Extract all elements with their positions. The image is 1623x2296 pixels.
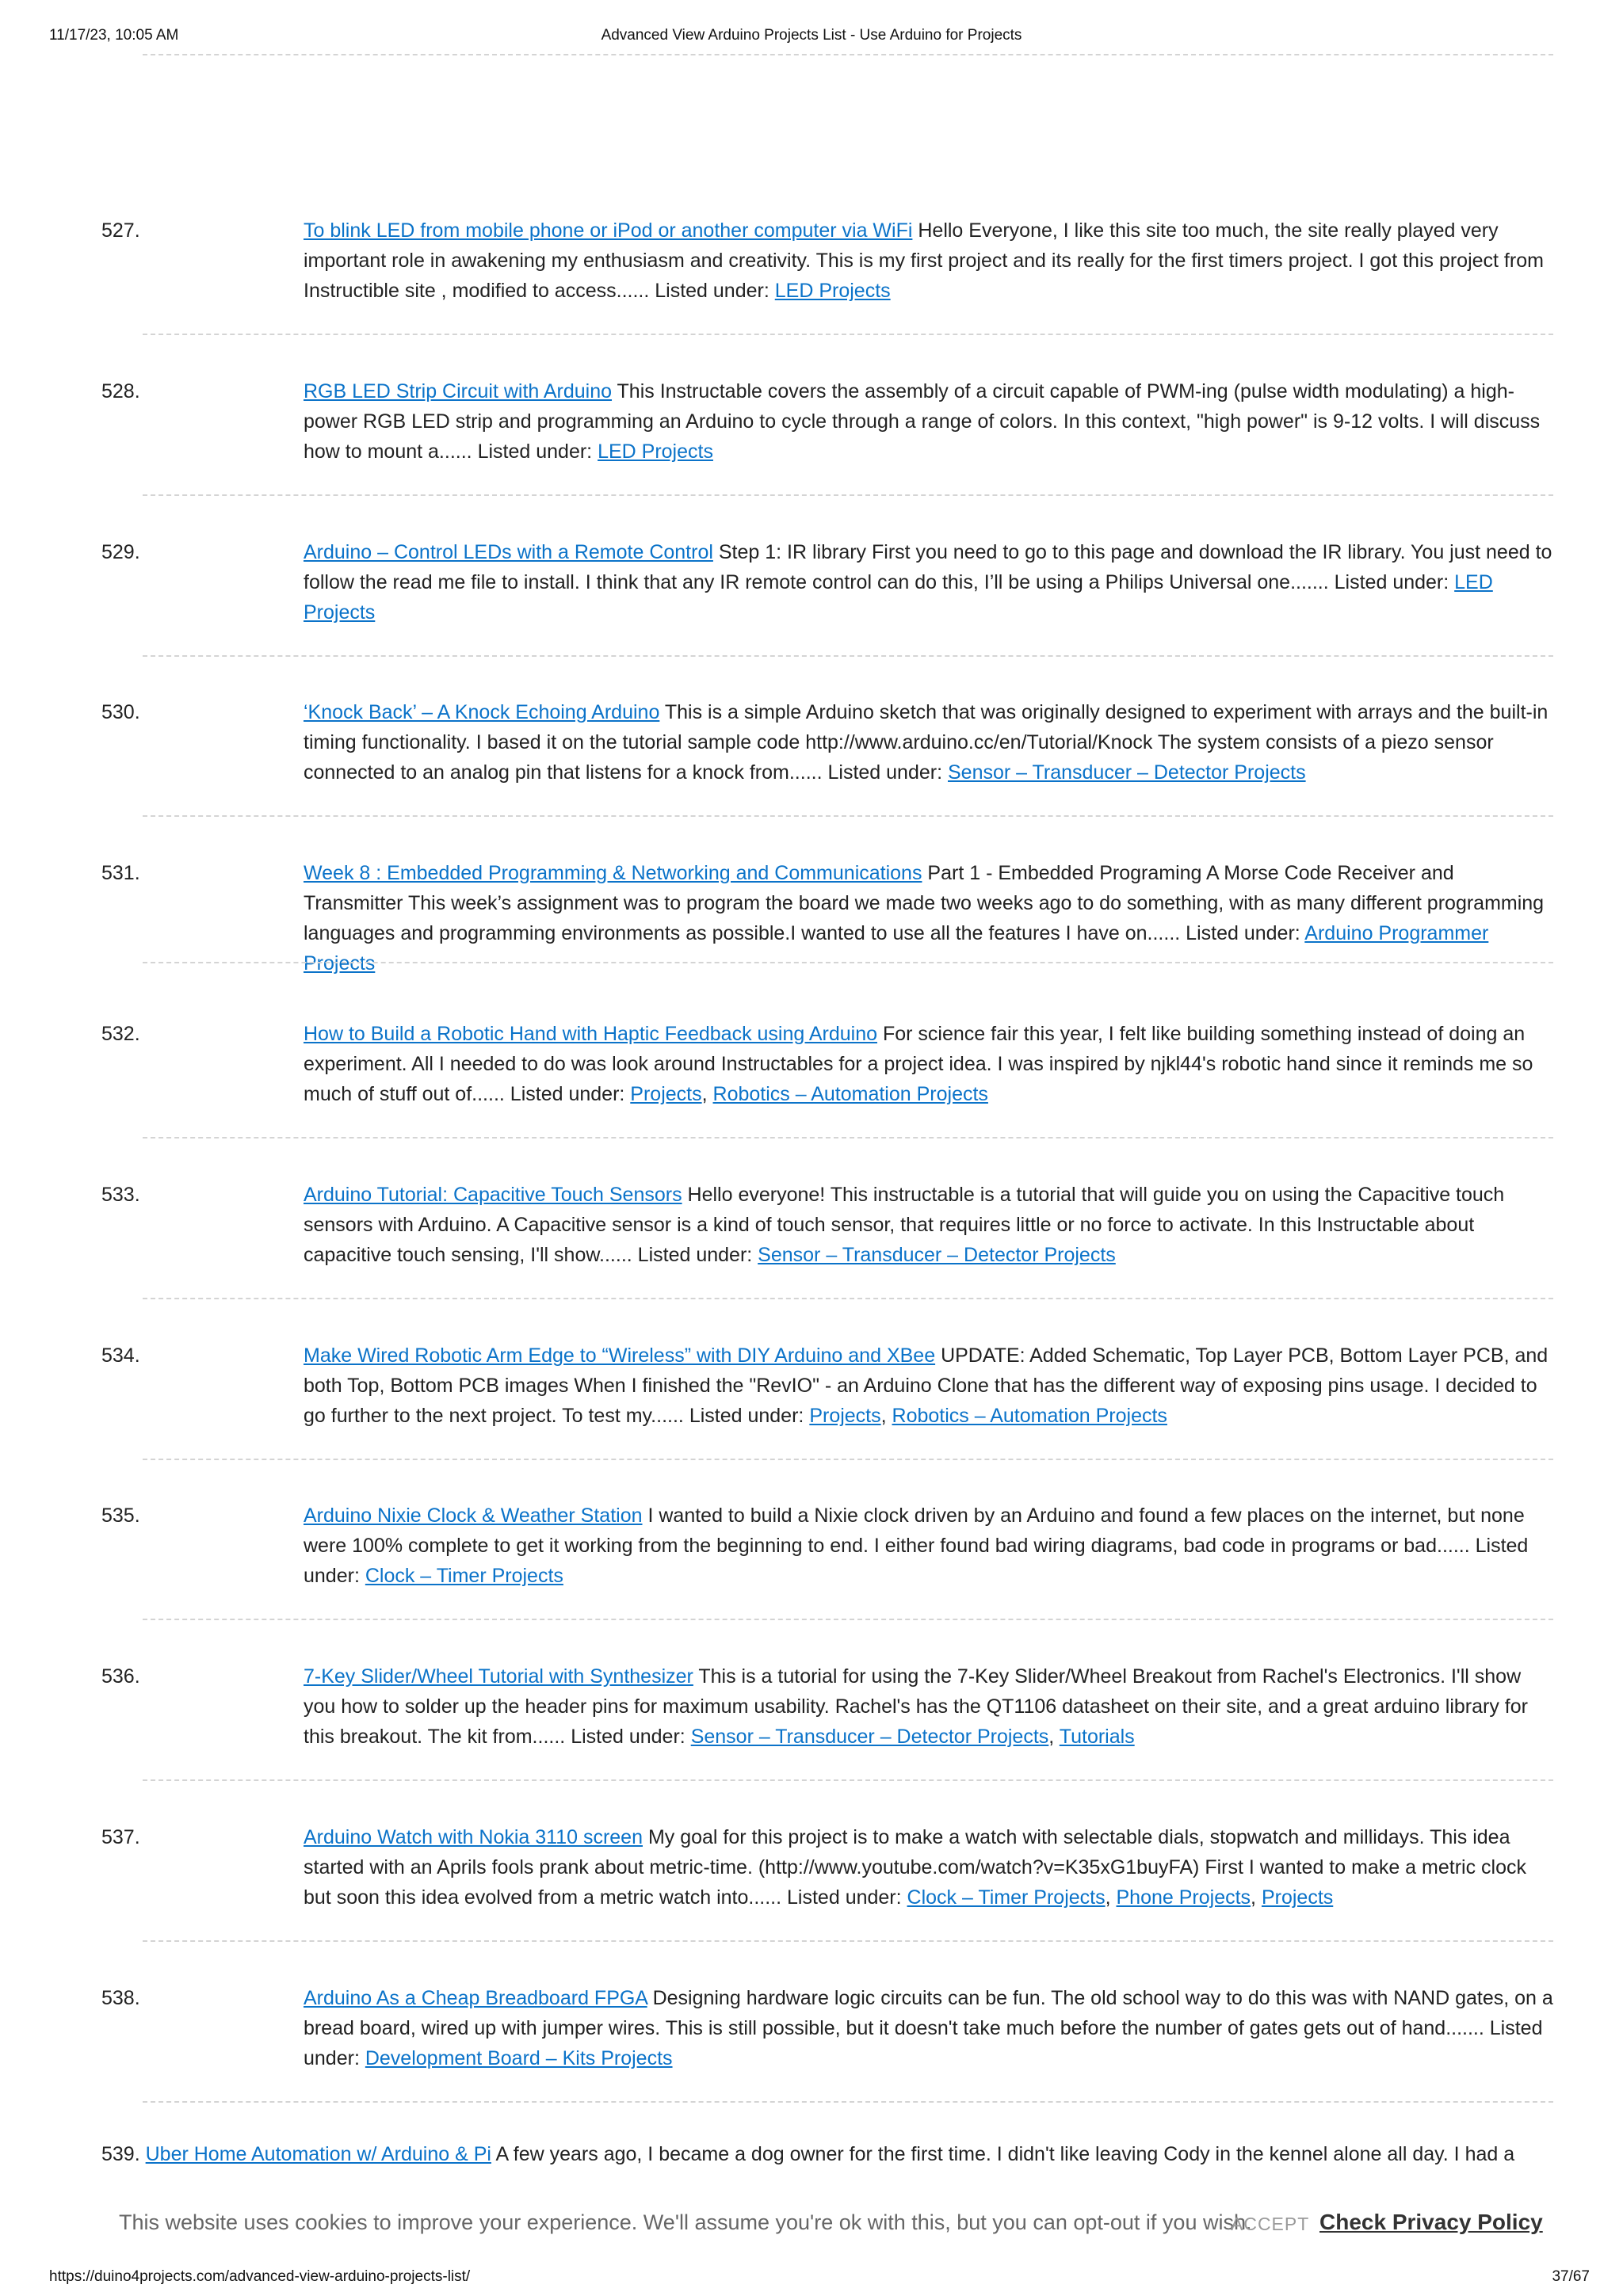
- document-title: Advanced View Arduino Projects List - Use Arduino for Projects: [601, 27, 1022, 44]
- project-title-link[interactable]: Arduino As a Cheap Breadboard FPGA: [304, 1987, 647, 2009]
- project-description: Part 1 - Embedded Programing A Morse Code Receiver and Transmitter This week’s assignment was to program the board we made two weeks ago to do something, with as many different programming languages and programming environments as possible.I wanted to use all the features I have on......: [304, 862, 1545, 944]
- entry-divider: [143, 1459, 1553, 1460]
- entry-number: 536.: [101, 1665, 140, 1688]
- entry-body: [304, 1983, 1556, 2073]
- project-description: I wanted to build a Nixie clock driven by an Arduino and found a few places on the internet, but none were 100% complete to get it working from the beginning to end. I either found bad wiring diagrams, bad code in programs or bad......: [304, 1505, 1525, 1557]
- listed-under-label: Listed under:: [655, 280, 769, 302]
- listed-under-label: Listed under:: [510, 1083, 625, 1105]
- category-link[interactable]: Projects: [1261, 1886, 1334, 1909]
- project-title-link[interactable]: 7-Key Slider/Wheel Tutorial with Synthesizer: [304, 1665, 693, 1688]
- category-link[interactable]: Tutorials: [1059, 1726, 1135, 1748]
- project-description: For science fair this year, I felt like building something instead of doing an experiment. All I needed to do was look around Instructables for a project idea. I was inspired by njkl44's robotic hand since it reminds me so much of stuff out of......: [304, 1023, 1533, 1105]
- project-title-link[interactable]: ‘Knock Back’ – A Knock Echoing Arduino: [304, 701, 660, 723]
- entry-number: 527.: [101, 219, 140, 242]
- category-link[interactable]: Sensor – Transducer – Detector Projects: [690, 1726, 1049, 1748]
- entry-body: [304, 215, 1556, 306]
- project-title-link[interactable]: To blink LED from mobile phone or iPod or another computer via WiFi: [304, 219, 913, 242]
- entry-body: [304, 1341, 1556, 1431]
- listed-under-label: Listed under:: [304, 2017, 1543, 2069]
- listed-under-label: Listed under:: [571, 1726, 685, 1748]
- entry-body: [304, 1019, 1556, 1109]
- category-separator: ,: [1048, 1726, 1060, 1748]
- cookie-consent-bar: [0, 2199, 1623, 2250]
- entry-divider: [143, 1298, 1553, 1299]
- category-separator: ,: [880, 1405, 892, 1427]
- category-separator: ,: [1251, 1886, 1262, 1909]
- category-link[interactable]: LED Projects: [598, 441, 713, 463]
- listed-under-label: Listed under:: [1186, 922, 1300, 944]
- listed-under-label: Listed under:: [304, 1535, 1529, 1587]
- project-title-link[interactable]: Arduino – Control LEDs with a Remote Control: [304, 541, 713, 563]
- privacy-policy-link[interactable]: Check Privacy Policy: [1319, 2210, 1543, 2234]
- project-description: Designing hardware logic circuits can be fun. The old school way to do this was with NAND gates, on a bread board, wired up with jumper wires. This is still possible, but it doesn't take much before the number of gates gets out of hand.......: [304, 1987, 1553, 2039]
- entry-body: [304, 1822, 1556, 1913]
- entry-number: 529.: [101, 541, 140, 563]
- list-item-539: [101, 2139, 1552, 2169]
- project-title-link[interactable]: Uber Home Automation w/ Arduino & Pi: [145, 2143, 491, 2165]
- project-title-link[interactable]: How to Build a Robotic Hand with Haptic Feedback using Arduino: [304, 1023, 878, 1045]
- category-link[interactable]: Robotics – Automation Projects: [712, 1083, 988, 1105]
- listed-under-label: Listed under:: [637, 1244, 753, 1266]
- entry-number: 538.: [101, 1987, 140, 2009]
- listed-under-label: Listed under:: [1334, 571, 1449, 593]
- project-description: A few years ago, I became a dog owner for the first time. I didn't like leaving Cody in the kennel alone all day. I had a: [495, 2143, 1515, 2165]
- category-link[interactable]: Robotics – Automation Projects: [892, 1405, 1167, 1427]
- entry-number: 539.: [101, 2143, 140, 2165]
- category-separator: ,: [701, 1083, 713, 1105]
- entry-body: [304, 1501, 1556, 1591]
- project-title-link[interactable]: Arduino Tutorial: Capacitive Touch Sensors: [304, 1184, 682, 1206]
- category-link[interactable]: LED Projects: [774, 280, 891, 302]
- entry-body: [304, 697, 1556, 788]
- entry-divider: [143, 2101, 1553, 2103]
- entry-divider: [143, 334, 1553, 335]
- project-title-link[interactable]: Arduino Nixie Clock & Weather Station: [304, 1505, 643, 1527]
- entry-number: 530.: [101, 701, 140, 723]
- entry-number: 535.: [101, 1505, 140, 1527]
- entry-divider: [143, 1940, 1553, 1942]
- category-link[interactable]: Sensor – Transducer – Detector Projects: [758, 1244, 1116, 1266]
- category-link[interactable]: Sensor – Transducer – Detector Projects: [948, 761, 1306, 784]
- project-title-link[interactable]: Make Wired Robotic Arm Edge to “Wireless” with DIY Arduino and XBee: [304, 1344, 936, 1367]
- cookie-message: This website uses cookies to improve your experience. We'll assume you're ok with this, but you can opt-out if you wish.: [119, 2210, 1252, 2234]
- entry-number: 537.: [101, 1826, 140, 1848]
- listed-under-label: Listed under:: [477, 441, 593, 463]
- entry-body: [304, 1661, 1556, 1752]
- project-description: UPDATE: Added Schematic, Top Layer PCB, Bottom Layer PCB, and both Top, Bottom PCB images When I finished the "RevIO" - an Arduino Clone that has the different way of exposing pins usage. I decided to go further to the next project. To test my......: [304, 1344, 1549, 1427]
- category-link[interactable]: Development Board – Kits Projects: [365, 2047, 673, 2069]
- project-description: This Instructable covers the assembly of a circuit capable of PWM-ing (pulse width modulating) a high-power RGB LED strip and programming an Arduino to cycle through a range of colors. In this context, "high power" is 9-12 volts. I will discuss how to mount a......: [304, 380, 1541, 463]
- category-link[interactable]: Clock – Timer Projects: [365, 1565, 563, 1587]
- category-link[interactable]: Projects: [809, 1405, 881, 1427]
- listed-under-label: Listed under:: [827, 761, 943, 784]
- category-link[interactable]: Arduino Programmer Projects: [304, 922, 1489, 974]
- project-description: Step 1: IR library First you need to go to this page and download the IR library. You just need to follow the read me file to install. I think that any IR remote control can do this, I’ll be using a Philips Universal one.......: [304, 541, 1552, 593]
- page-number: 37/67: [1552, 2268, 1590, 2285]
- entry-divider: [143, 494, 1553, 496]
- page-url: https://duino4projects.com/advanced-view-arduino-projects-list/: [49, 2268, 471, 2285]
- listed-under-label: Listed under:: [689, 1405, 804, 1427]
- project-title-link[interactable]: RGB LED Strip Circuit with Arduino: [304, 380, 613, 402]
- entry-number: 534.: [101, 1344, 140, 1367]
- entry-divider: [143, 962, 1553, 963]
- category-link[interactable]: Projects: [630, 1083, 702, 1105]
- category-link[interactable]: LED Projects: [304, 571, 1493, 624]
- entry-divider: [143, 655, 1553, 657]
- project-description: My goal for this project is to make a watch with selectable dials, stopwatch and millidays. This idea started with an Aprils fools prank about metric-time. (http://www.youtube.com/watch?v=K35xG1buyFA) First I wanted to make a metric clock but soon this idea evolved from a metric watch into......: [304, 1826, 1526, 1909]
- category-link[interactable]: Clock – Timer Projects: [907, 1886, 1106, 1909]
- listed-under-label: Listed under:: [787, 1886, 902, 1909]
- print-date: 11/17/23, 10:05 AM: [49, 27, 179, 44]
- entry-number: 533.: [101, 1184, 140, 1206]
- project-description: This is a tutorial for using the 7-Key Slider/Wheel Breakout from Rachel's Electronics. I'll show you how to solder up the header pins for maximum usability. Rachel's has the QT1106 datasheet on their site, and a great arduino library for this breakout. The kit from......: [304, 1665, 1528, 1748]
- entry-body: [304, 537, 1556, 627]
- entry-divider: [143, 815, 1553, 817]
- entry-divider: [143, 1619, 1553, 1620]
- category-separator: ,: [1105, 1886, 1117, 1909]
- entry-number: 531.: [101, 862, 140, 884]
- print-footer: [0, 2262, 1623, 2294]
- project-description: This is a simple Arduino sketch that was originally designed to experiment with arrays and the built-in timing functionality. I based it on the tutorial sample code http://www.arduino.cc/en/Tutorial/Knock The system consists of a piezo sensor connected to an analog pin that listens for a knock from......: [304, 701, 1549, 784]
- entry-divider: [143, 1137, 1553, 1138]
- project-description: Hello Everyone, I like this site too much, the site really played very important role in awakening my enthusiasm and creativity. This is my first project and its really for the first timers project. I got this project from Instructible site , modified to access......: [304, 219, 1544, 302]
- print-header: [0, 0, 1623, 48]
- project-title-link[interactable]: Week 8 : Embedded Programming & Networking and Communications: [304, 862, 922, 884]
- header-divider: [143, 54, 1553, 55]
- entry-divider: [143, 1779, 1553, 1781]
- project-title-link[interactable]: Arduino Watch with Nokia 3110 screen: [304, 1826, 643, 1848]
- entry-body: [304, 858, 1556, 978]
- entry-body: [304, 376, 1556, 467]
- project-description: Hello everyone! This instructable is a tutorial that will guide you on using the Capacitive touch sensors with Arduino. A Capacitive sensor is a kind of touch sensor, that requires little or no force to activate. In this Instructable about capacitive touch sensing, I'll show......: [304, 1184, 1505, 1266]
- category-link[interactable]: Phone Projects: [1116, 1886, 1251, 1909]
- entry-number: 532.: [101, 1023, 140, 1045]
- accept-cookies-button[interactable]: ACCEPT: [1231, 2214, 1310, 2234]
- entry-number: 528.: [101, 380, 140, 402]
- entry-body: [304, 1180, 1556, 1270]
